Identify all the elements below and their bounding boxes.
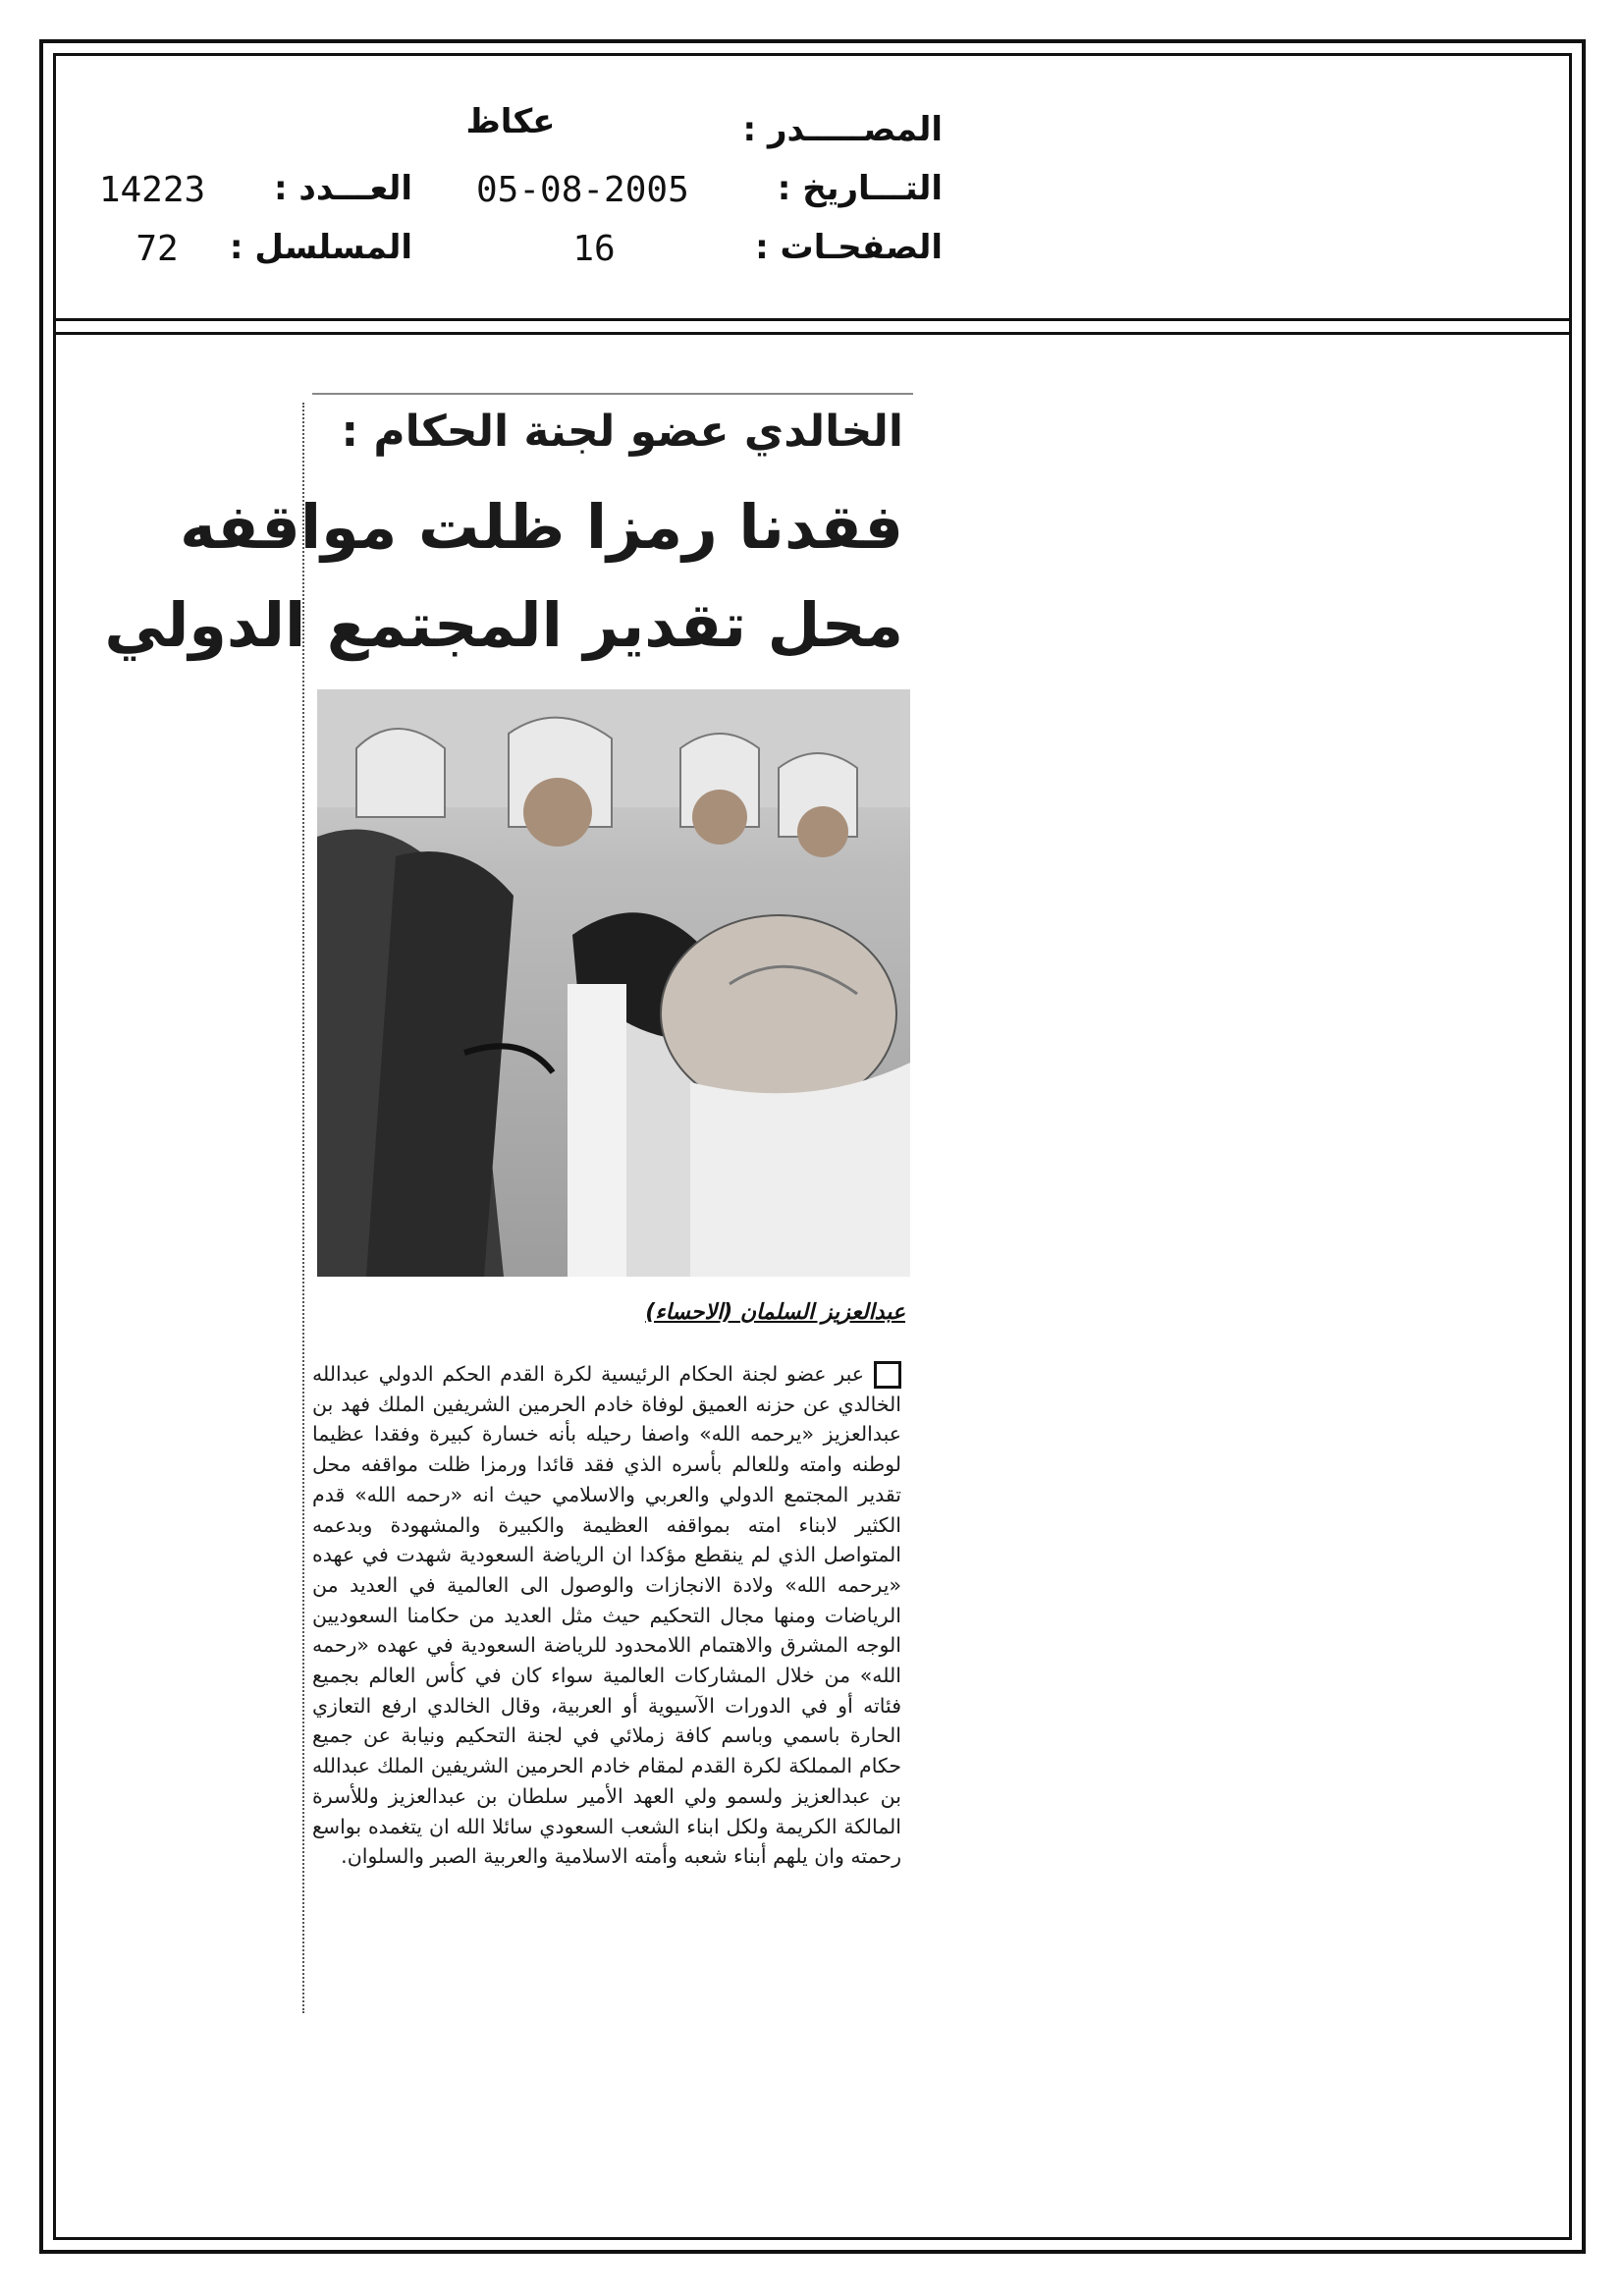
pages-label: الصفحـات : (755, 228, 943, 267)
pages-value: 16 (572, 229, 616, 269)
article-kicker: الخالدي عضو لجنة الحكام : (341, 407, 903, 457)
clipping-top-edge (312, 393, 913, 395)
header-divider-top (53, 318, 1572, 321)
issue-value: 14223 (98, 170, 206, 210)
article-body (312, 1359, 901, 1872)
article-headline-line2: محل تقدير المجتمع الدولي (104, 589, 903, 661)
article-headline-line1: فقدنا رمزا ظلت مواقفه (180, 491, 903, 563)
date-value: 05-08-2005 (476, 170, 689, 210)
article-byline: عبدالعزيز السلمان (الاحساء) (645, 1300, 905, 1325)
issue-label: العـــدد : (274, 169, 412, 208)
source-value: عكاظ (465, 102, 556, 141)
serial-value: 72 (135, 229, 179, 269)
article-body-text: عبر عضو لجنة الحكام الرئيسية لكرة القدم الحكم الدولي عبدالله الخالدي عن حزنه العميق لوفاة خادم الحرمين الشريفين الملك فهد بن عبدالعزيز «يرحمه الله» واصفا رحيله بأنه خسارة كبيرة وفقدا عظيما لوطنه وامته وللعالم بأسره الذي فقد قائدا ورمزا ظلت مواقفه محل تقدير المجتمع الدولي والعربي والاسلامي حيث انه «رحمه الله» قدم الكثير لابناء امته بمواقفه العظيمة والكبيرة والمشهودة وبدعمه المتواصل الذي لم ينقطع مؤكدا ان الرياضة السعودية شهدت في عهده «يرحمه الله» ولادة الانجازات والوصول الى العالمية في العديد من الرياضات ومنها مجال التحكيم حيث مثل العديد من حكامنا السعوديين الوجه المشرق والاهتمام اللامحدود للرياضة السعودية في عهده «رحمه الله» من خلال المشاركات العالمية سواء كان في كأس العالم بجميع فئاته أو في الدورات الآسيوية أو العربية، وقال الخالدي ارفع التعازي الحارة باسمي وباسم كافة زملائي في لجنة التحكيم ونيابة عن جميع حكام المملكة لكرة القدم لمقام خادم الحرمين الشريفين الملك عبدالله بن عبدالعزيز ولسمو ولي العهد الأمير سلطان بن عبدالعزيز وللأسرة المالكة الكريمة ولكل ابناء الشعب السعودي سائلا الله ان يتغمده بواسع رحمته وان يلهم أبناء شعبه وأمته الاسلامية والعربية الصبر والسلوان. (312, 1362, 901, 1869)
article-photo (317, 689, 910, 1277)
article-start-box (874, 1361, 901, 1389)
date-label: التـــاريخ : (777, 169, 943, 208)
serial-label: المسلسل : (229, 228, 412, 267)
header-divider-bottom (53, 332, 1572, 335)
source-label: المصـــــدر : (742, 110, 943, 149)
article-photo-illustration (317, 689, 910, 1277)
